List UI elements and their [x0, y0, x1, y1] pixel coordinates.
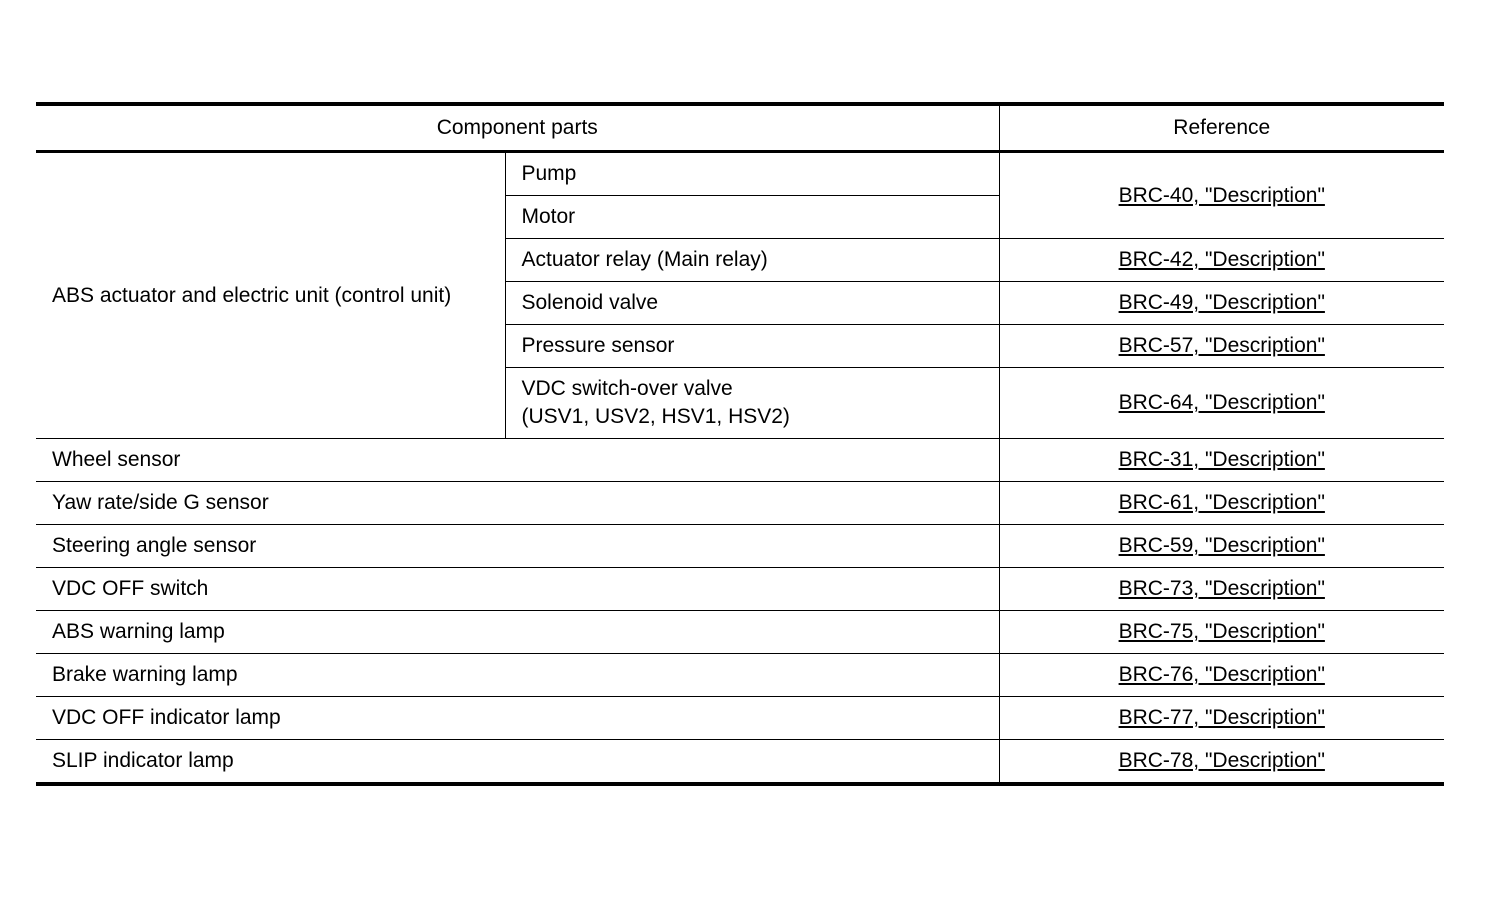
reference-cell — [999, 152, 1444, 239]
header-component-parts: Component parts — [36, 104, 999, 152]
table-row — [36, 697, 1444, 740]
table-row — [36, 439, 1444, 482]
reference-cell — [999, 611, 1444, 654]
part-name: VDC OFF switch — [36, 568, 999, 611]
reference-link[interactable]: BRC-59, "Description" — [1118, 534, 1325, 557]
reference-cell — [999, 482, 1444, 525]
reference-cell — [999, 525, 1444, 568]
part-name: SLIP indicator lamp — [36, 740, 999, 785]
part-pump: Pump — [505, 152, 999, 196]
reference-cell — [999, 654, 1444, 697]
part-solenoid-valve: Solenoid valve — [505, 282, 999, 325]
abs-actuator-group-label: ABS actuator and electric unit (control unit) — [36, 152, 505, 439]
part-actuator-relay: Actuator relay (Main relay) — [505, 239, 999, 282]
table-row — [36, 152, 1444, 196]
reference-link[interactable]: BRC-40, "Description" — [1118, 183, 1325, 207]
reference-link[interactable]: BRC-61, "Description" — [1118, 491, 1325, 514]
part-name: Brake warning lamp — [36, 654, 999, 697]
part-vdc-valve-line1: VDC switch-over valve — [521, 377, 733, 400]
part-pressure-sensor: Pressure sensor — [505, 325, 999, 368]
reference-cell — [999, 697, 1444, 740]
part-name: Wheel sensor — [36, 439, 999, 482]
table-row — [36, 654, 1444, 697]
reference-cell — [999, 568, 1444, 611]
reference-cell — [999, 740, 1444, 785]
reference-link[interactable]: BRC-64, "Description" — [1118, 391, 1325, 414]
table-row — [36, 611, 1444, 654]
reference-cell — [999, 325, 1444, 368]
reference-cell — [999, 439, 1444, 482]
reference-link[interactable]: BRC-77, "Description" — [1118, 706, 1325, 729]
reference-link[interactable]: BRC-57, "Description" — [1118, 334, 1325, 357]
reference-cell — [999, 239, 1444, 282]
reference-cell — [999, 368, 1444, 439]
part-vdc-valve-line2: (USV1, USV2, HSV1, HSV2) — [521, 405, 790, 428]
reference-link[interactable]: BRC-42, "Description" — [1118, 248, 1325, 271]
table-row — [36, 568, 1444, 611]
component-reference-table — [36, 102, 1444, 786]
reference-link[interactable]: BRC-78, "Description" — [1118, 749, 1325, 772]
part-name: Steering angle sensor — [36, 525, 999, 568]
table-row — [36, 740, 1444, 785]
reference-link[interactable]: BRC-31, "Description" — [1118, 448, 1325, 471]
reference-link[interactable]: BRC-76, "Description" — [1118, 663, 1325, 686]
part-name: VDC OFF indicator lamp — [36, 697, 999, 740]
header-reference: Reference — [999, 104, 1444, 152]
reference-link[interactable]: BRC-49, "Description" — [1118, 291, 1325, 314]
table-row — [36, 482, 1444, 525]
part-name: Yaw rate/side G sensor — [36, 482, 999, 525]
part-name: ABS warning lamp — [36, 611, 999, 654]
reference-link[interactable]: BRC-73, "Description" — [1118, 577, 1325, 600]
part-vdc-switch-over-valve — [505, 368, 999, 439]
table-row — [36, 525, 1444, 568]
table-header-row — [36, 104, 1444, 152]
reference-link[interactable]: BRC-75, "Description" — [1118, 620, 1325, 643]
reference-cell — [999, 282, 1444, 325]
part-motor: Motor — [505, 196, 999, 239]
